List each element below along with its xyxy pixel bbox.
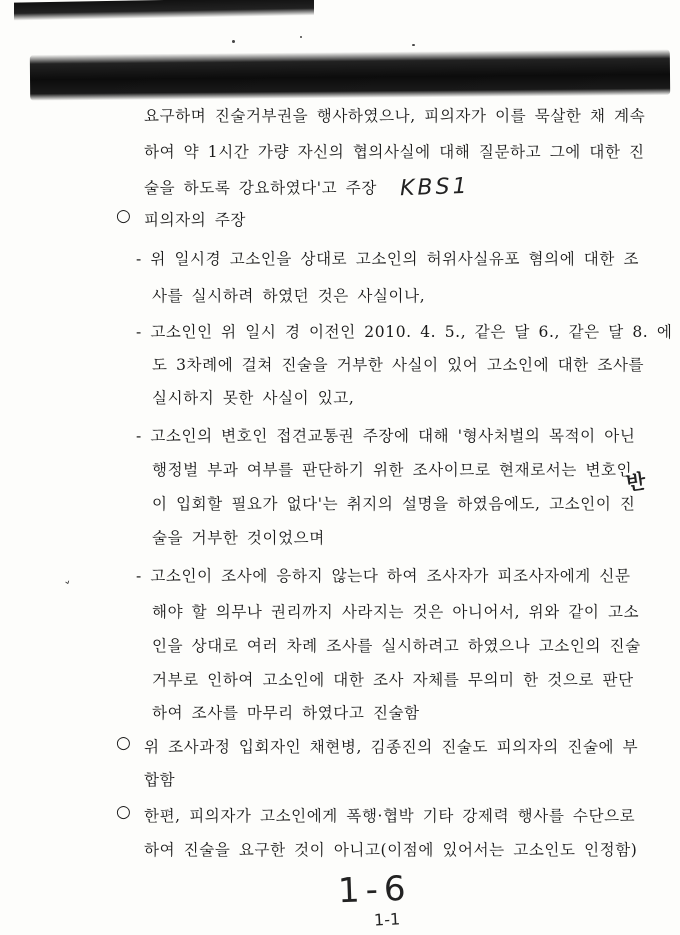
text-line: 하여 진술을 요구한 것이 아니고(이점에 있어서는 고소인도 인정함) bbox=[144, 841, 638, 859]
text-line: 위 조사과정 입회자인 채현병, 김종진의 진술도 피의자의 진술에 부 bbox=[144, 738, 639, 756]
text-line: 술을 거부한 것이었으며 bbox=[152, 529, 325, 547]
text-line: 해야 할 의무나 권리까지 사라지는 것은 아니어서, 위와 같이 고소 bbox=[152, 603, 640, 621]
text-line: 인을 상대로 여러 차례 조사를 실시하려고 하였으나 고소인의 진술 bbox=[152, 637, 641, 655]
section-bullet: ○ bbox=[116, 802, 131, 822]
section-heading: 피의자의 주장 bbox=[144, 211, 246, 229]
text-line: - 고소인인 위 일시 경 이전인 2010. 4. 5., 같은 달 6., 같은 달 8. 에 bbox=[136, 323, 673, 341]
section-bullet: ○ bbox=[116, 733, 131, 753]
handwritten-id-mark: KBS1 bbox=[399, 173, 470, 202]
text-line: 합함 bbox=[144, 771, 176, 789]
text-line: 거부로 인하여 고소인에 대한 조사 자체를 무의미 한 것으로 판단 bbox=[152, 671, 634, 689]
handwritten-margin-mark: 반 bbox=[624, 468, 648, 496]
text-line: 행정벌 부과 여부를 판단하기 위한 조사이므로 현재로서는 변호인 bbox=[152, 461, 633, 479]
text-line: 술을 하도록 강요하였다'고 주장 bbox=[144, 179, 377, 197]
text-line: 요구하며 진술거부권을 행사하였으나, 피의자가 이를 묵살한 채 계속 bbox=[144, 107, 646, 125]
handwritten-page-number: 1-6 bbox=[337, 868, 413, 912]
margin-tick-mark: ˇ bbox=[63, 579, 76, 597]
text-line: 사를 실시하려 하였던 것은 사실이나, bbox=[152, 287, 426, 305]
text-line: 하여 약 1시간 가량 자신의 협의사실에 대해 질문하고 그에 대한 진 bbox=[144, 143, 645, 161]
text-line: 실시하지 못한 사실이 있고, bbox=[152, 389, 355, 407]
text-line: - 위 일시경 고소인을 상대로 고소인의 허위사실유포 혐의에 대한 조 bbox=[136, 250, 640, 268]
text-line: 이 입회할 필요가 없다'는 취지의 설명을 하였음에도, 고소인이 진 bbox=[152, 495, 636, 513]
text-line: 한편, 피의자가 고소인에게 폭행·협박 기타 강제력 행사를 수단으로 bbox=[144, 807, 636, 825]
text-line: - 고소인이 조사에 응하지 않는다 하여 조사자가 피조사자에게 신문 bbox=[136, 567, 631, 585]
handwritten-under-mark: 1-1 bbox=[373, 909, 401, 930]
section-bullet: ○ bbox=[116, 206, 131, 226]
text-line: 도 3차례에 걸쳐 진술을 거부한 사실이 있어 고소인에 대한 조사를 bbox=[152, 356, 645, 374]
text-line: 하여 조사를 마무리 하였다고 진술함 bbox=[152, 704, 420, 722]
text-line: - 고소인의 변호인 접견교통권 주장에 대해 '형사처벌의 목적이 아닌 bbox=[136, 427, 636, 445]
